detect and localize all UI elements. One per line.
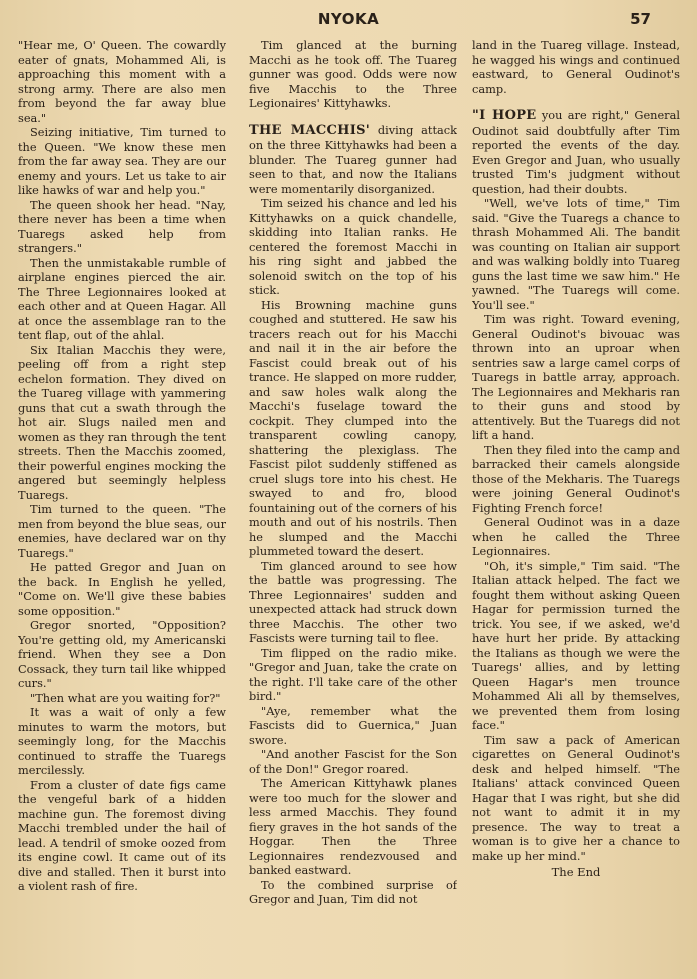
paragraph: "Well, we've lots of time," Tim said. "Give the Tuaregs a chance to thrash Mohammed Ali. The bandit was counting on Italian air support and was walking boldly into Tuareg guns the last time we saw him." He yawned. "The Tuaregs will come. You'll see."	[472, 196, 680, 312]
paragraph: The queen shook her head. "Nay, there never has been a time when Tuaregs asked help from strangers."	[18, 197, 226, 255]
column-3	[472, 38, 680, 963]
paragraph: His Browning machine guns coughed and stuttered. He saw his tracers reach out for his Macchi and nail it in the air before the Fascist could break out of his trance. He slapped on more rudder, and saw holes walk along the Macchi's fuselage toward the cockpit. They clumped into the transparent cowling canopy, shattering the plexiglass. The Fascist pilot suddenly stiffened as cruel slugs tore into his chest. He swayed to and fro, blood fountaining out of the corners of his mouth and out of his nostrils. Then he slumped and the Macchi plummeted toward the desert.	[249, 297, 457, 558]
text-columns	[18, 38, 685, 963]
section-lead-in: THE MACCHIS'	[249, 122, 371, 138]
paragraph: Tim saw a pack of American cigarettes on General Oudinot's desk and helped himself. "The Italians' attack convinced Queen Hagar that I was right, but she did not want to admit it in my presence. The way to treat a woman is to give her a chance to make up her mind."	[472, 732, 680, 863]
paragraph: "And another Fascist for the Son of the Don!" Gregor roared.	[249, 747, 457, 776]
paragraph: "Then what are you waiting for?"	[30, 690, 221, 705]
section-opening-paragraph	[472, 108, 680, 196]
paragraph: Gregor snorted, "Opposition? You're getting old, my Americanski friend. When they see a Don Cossack, they turn tail like whipped curs."	[18, 618, 226, 690]
paragraph: Tim turned to the queen. "The men from beyond the blue seas, our enemies, have declared war on thy Tuaregs."	[18, 502, 226, 560]
paragraph: Tim seized his chance and led his Kittyhawks on a quick chandelle, skidding into Italian ranks. He centered the foremost Macchi in his ring sight and jabbed the solenoid switch on the top of his stick.	[249, 196, 457, 297]
page-header	[0, 6, 697, 34]
column-2	[249, 38, 457, 963]
paragraph: The American Kittyhawk planes were too much for the slower and less armed Macchis. They found fiery graves in the hot sands of the Hoggar. Then the Three Legionnaires rendezvoused and banked eastward.	[249, 776, 457, 877]
paragraph: land in the Tuareg village. Instead, he wagged his wings and continued eastward, to General Oudinot's camp.	[472, 38, 680, 96]
paragraph: Tim glanced around to see how the battle was progressing. The Three Legionnaires' sudden and unexpected attack had struck down three Macchis. The other two Fascists were turning tail to flee.	[249, 558, 457, 645]
paragraph: Then they filed into the camp and barracked their camels alongside those of the Mekharis. The Tuaregs were joining General Oudinot's Fighting French force!	[472, 442, 680, 515]
paragraph: To the combined surprise of Gregor and Juan, Tim did not	[249, 877, 457, 906]
section-opening-paragraph	[249, 123, 457, 197]
paragraph: "Aye, remember what the Fascists did to Guernica," Juan swore.	[249, 703, 457, 747]
paragraph: "Oh, it's simple," Tim said. "The Italian attack helped. The fact we fought them without asking Queen Hagar for permission turned the trick. You see, if we asked, we'd have hurt her pride. By attacking the Italians as though we were the Tuaregs' allies, and by letting Queen Hagar's men trounce Mohammed Ali all by themselves, we prevented them from losing face."	[472, 558, 680, 732]
paragraph: He patted Gregor and Juan on the back. In English he yelled, "Come on. We'll give these babies some opposition."	[18, 560, 226, 618]
paragraph: General Oudinot was in a daze when he called the Three Legionnaires.	[472, 515, 680, 558]
paragraph: From a cluster of date figs came the vengeful bark of a hidden machine gun. The foremost diving Macchi trembled under the hail of lead. A tendril of smoke oozed from its engine cowl. It came out of its dive and stalled. Then it burst into a violent rash of fire.	[18, 777, 226, 893]
paragraph: It was a wait of only a few minutes to warm the motors, but seemingly long, for the Macchis continued to straffe the Tuaregs mercilessly.	[18, 705, 226, 777]
section-lead-in: "I HOPE	[472, 108, 537, 123]
running-title: NYOKA	[317, 10, 380, 28]
column-1	[18, 38, 226, 963]
page-number: 57	[630, 10, 651, 28]
paragraph: Six Italian Macchis they were, peeling off from a right step echelon formation. They dived on the Tuareg village with yammering guns that cut a swath through the hot air. Slugs nailed men and women as they ran through the tent streets. Then the Macchis zoomed, their powerful engines mocking the angered but seemingly helpless Tuaregs.	[18, 342, 226, 502]
section-lead-rest: diving attack on the three Kittyhawks had been a blunder. The Tuareg gunner had seen to that, and now the Italians were momentarily disorganized.	[249, 122, 457, 196]
paragraph: "Hear me, O' Queen. The cowardly eater of gnats, Mohammed Ali, is approaching this moment with a strong army. There are also men from beyond the far away blue sea."	[18, 38, 226, 125]
paragraph: Tim glanced at the burning Macchi as he took off. The Tuareg gunner was good. Odds were now five Macchis to the Three Legionaires' Kittyhawks.	[249, 38, 457, 110]
the-end-marker: The End	[551, 865, 601, 879]
paragraph: Tim was right. Toward evening, General Oudinot's bivouac was thrown into an uproar when sentries saw a large camel corps of Tuaregs in battle array, approach. The Legionnaires and Mekharis ran to their guns and stood by attentively. But the Tuaregs did not lift a hand.	[472, 312, 680, 442]
paragraph: Tim flipped on the radio mike. "Gregor and Juan, take the crate on the right. I'll take care of the other bird."	[249, 645, 457, 703]
section-lead-rest: you are right," General Oudinot said doubtfully after Tim reported the events of the day. Even Gregor and Juan, who usually trusted Tim's judgment without question, had their doubts.	[472, 108, 680, 196]
paragraph: Seizing initiative, Tim turned to the Queen. "We know these men from the far away sea. They are our enemy and yours. Let us take to air like hawks of war and help you."	[18, 125, 226, 197]
paragraph: Then the unmistakable rumble of airplane engines pierced the air. The Three Legionnaires looked at each other and at Queen Hagar. All at once the assemblage ran to the tent flap, out of the ahlal.	[18, 255, 226, 342]
